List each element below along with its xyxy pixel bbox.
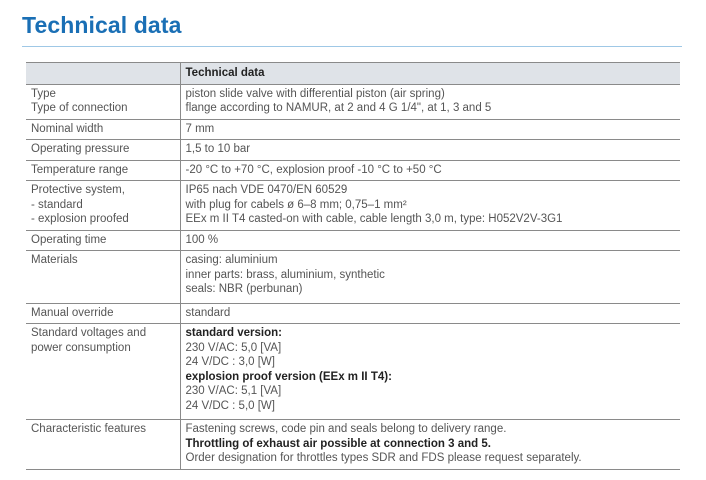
row-label: - standard (31, 198, 83, 211)
table-row (26, 140, 680, 161)
row-value-cell (180, 119, 680, 140)
row-label-cell (26, 181, 180, 231)
row-label-cell (26, 230, 180, 251)
header-label-cell (26, 63, 180, 85)
row-label-cell (26, 251, 180, 304)
row-label-cell (26, 140, 180, 161)
row-label-cell (26, 119, 180, 140)
row-label: Materials (31, 254, 78, 266)
row-value-cell (180, 84, 680, 119)
title-divider (22, 46, 682, 47)
row-label: Protective system, (31, 184, 125, 196)
row-value: 24 V/DC : 3,0 [W] (185, 356, 275, 368)
row-value: Order designation for throttles types SDR and FDS please request separately. (185, 452, 582, 464)
row-value-cell (180, 181, 680, 231)
row-value: 24 V/DC : 5,0 [W] (185, 399, 275, 412)
row-label: Characteristic features (31, 423, 147, 435)
row-value: 7 mm (185, 122, 215, 135)
row-label: Nominal width (31, 122, 104, 135)
row-label-cell (26, 84, 180, 119)
row-value: standard (185, 306, 231, 319)
row-value-cell (180, 230, 680, 251)
row-value: explosion proof version (EEx m II T4): (185, 370, 392, 383)
row-value: 100 % (185, 233, 219, 246)
row-value: standard version: (185, 327, 282, 339)
row-value-cell (180, 160, 680, 181)
row-value: EEx m II T4 casted-on with cable, cable length 3,0 m, type: H052V2V-3G1 (185, 213, 563, 225)
row-value-cell (180, 140, 680, 161)
row-value: casing: aluminium (185, 254, 278, 266)
row-value: piston slide valve with differential piston (air spring) (185, 87, 445, 100)
row-label: power consumption (31, 341, 131, 354)
row-label-cell (26, 420, 180, 470)
table-row (26, 324, 680, 420)
row-value-cell (180, 303, 680, 324)
table-body (26, 84, 680, 469)
table-row (26, 303, 680, 324)
row-value: seals: NBR (perbunan) (185, 283, 303, 295)
row-value: IP65 nach VDE 0470/EN 60529 (185, 184, 348, 196)
row-value: Throttling of exhaust air possible at connection 3 and 5. (185, 437, 491, 450)
table-header-row (26, 63, 680, 85)
table-header: Technical data (180, 63, 680, 85)
row-label: Temperature range (31, 163, 129, 176)
technical-data-table (26, 62, 680, 470)
row-label: Operating time (31, 233, 107, 246)
table-row (26, 420, 680, 470)
table-row (26, 160, 680, 181)
row-label: Operating pressure (31, 143, 130, 155)
row-value: -20 °C to +70 °C, explosion proof -10 °C to +50 °C (185, 163, 442, 176)
row-value: with plug for cabels ø 6–8 mm; 0,75–1 mm² (185, 198, 407, 211)
row-label: - explosion proofed (31, 213, 129, 225)
row-label: Manual override (31, 306, 114, 319)
row-label-cell (26, 160, 180, 181)
row-value: 230 V/AC: 5,1 [VA] (185, 385, 282, 397)
table-row (26, 251, 680, 304)
row-label: Type (31, 87, 56, 100)
table-row (26, 84, 680, 119)
row-label: Type of connection (31, 102, 128, 114)
table-row (26, 230, 680, 251)
page-title: Technical data (22, 12, 182, 38)
table-row (26, 119, 680, 140)
row-value-cell (180, 251, 680, 304)
table-row (26, 181, 680, 231)
row-value: inner parts: brass, aluminium, synthetic (185, 268, 385, 281)
row-value: flange according to NAMUR, at 2 and 4 G 1/4", at 1, 3 and 5 (185, 102, 492, 114)
row-value: 1,5 to 10 bar (185, 143, 251, 155)
row-label: Standard voltages and (31, 327, 147, 339)
row-value-cell (180, 324, 680, 420)
row-value: 230 V/AC: 5,0 [VA] (185, 341, 282, 354)
row-value: Fastening screws, code pin and seals belong to delivery range. (185, 423, 507, 435)
row-label-cell (26, 303, 180, 324)
row-label-cell (26, 324, 180, 420)
row-value-cell (180, 420, 680, 470)
